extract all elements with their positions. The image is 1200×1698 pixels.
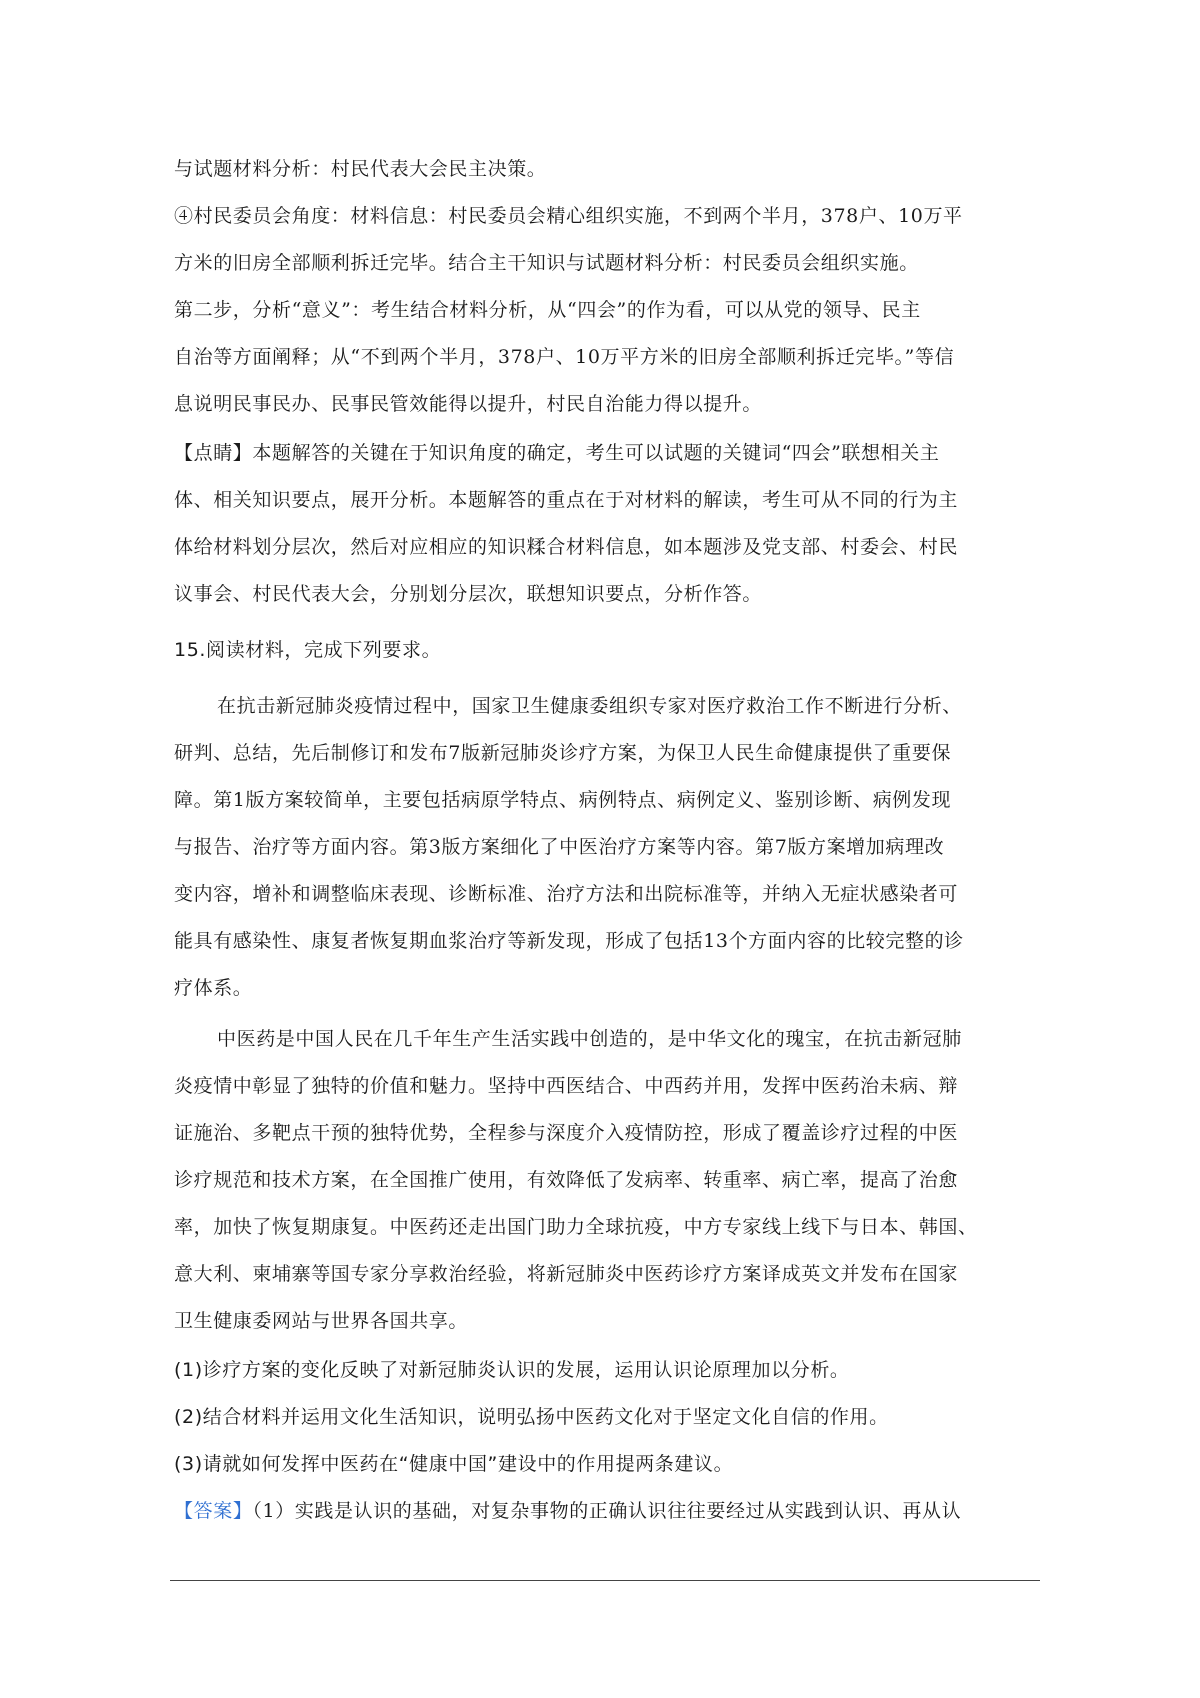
material-line: 能具有感染性、康复者恢复期血浆治疗等新发现，形成了包括13个方面内容的比较完整的诊	[174, 930, 964, 952]
material-line: 变内容，增补和调整临床表现、诊断标准、治疗方法和出院标准等，并纳入无症状感染者可	[174, 883, 959, 905]
material-line: 障。第1版方案较简单，主要包括病原学特点、病例特点、病例定义、鉴别诊断、病例发现	[174, 789, 952, 811]
answer-open-bracket: 【	[174, 1500, 194, 1522]
dianjing-section	[174, 430, 1038, 618]
material-line: 疗体系。	[174, 977, 253, 999]
dianjing-line: 体、相关知识要点，展开分析。本题解答的重点在于对材料的解读，考生可从不同的行为主	[174, 489, 959, 511]
sub-question: (1)诊疗方案的变化反映了对新冠肺炎认识的发展，运用认识论原理加以分析。	[174, 1359, 850, 1381]
dianjing-line: 体给材料划分层次，然后对应相应的知识糅合材料信息，如本题涉及党支部、村委会、村民	[174, 536, 959, 558]
answer-tag: 答案	[193, 1500, 233, 1522]
question-15	[174, 627, 1038, 674]
material-line: 证施治、多靶点干预的独特优势，全程参与深度介入疫情防控，形成了覆盖诊疗过程的中医	[174, 1122, 959, 1144]
material-paragraph-1	[174, 683, 1038, 1012]
sub-question: (2)结合材料并运用文化生活知识，说明弘扬中医药文化对于坚定文化自信的作用。	[174, 1406, 889, 1428]
answer-line	[174, 1488, 1038, 1535]
analysis-line: 与试题材料分析：村民代表大会民主决策。	[174, 158, 547, 180]
analysis-line: 自治等方面阐释；从“不到两个半月，378户、10万平方米的旧房全部顺利拆迁完毕。”等信	[174, 346, 955, 368]
material-line: 在抗击新冠肺炎疫情过程中，国家卫生健康委组织专家对医疗救治工作不断进行分析、	[217, 695, 962, 717]
question-title: 15.阅读材料，完成下列要求。	[174, 639, 442, 661]
material-paragraph-2	[174, 1016, 1038, 1345]
sub-question: (3)请就如何发挥中医药在“健康中国”建设中的作用提两条建议。	[174, 1453, 734, 1475]
answer-section	[174, 1488, 1038, 1535]
footer-divider	[170, 1580, 1040, 1581]
dianjing-tag: 【点睛】	[174, 442, 253, 464]
material-line: 中医药是中国人民在几千年生产生活实践中创造的，是中华文化的瑰宝，在抗击新冠肺	[217, 1028, 962, 1050]
material-line: 诊疗规范和技术方案，在全国推广使用，有效降低了发病率、转重率、病亡率，提高了治愈	[174, 1169, 959, 1191]
material-line: 炎疫情中彰显了独特的价值和魅力。坚持中西医结合、中西药并用，发挥中医药治未病、辩	[174, 1075, 959, 1097]
material-line: 率，加快了恢复期康复。中医药还走出国门助力全球抗疫，中方专家线上线下与日本、韩国、	[174, 1216, 978, 1238]
dianjing-line: 【点睛】本题解答的关键在于知识角度的确定，考生可以试题的关键词“四会”联想相关主	[174, 442, 940, 464]
material-line: 意大利、柬埔寨等国专家分享救治经验，将新冠肺炎中医药诊疗方案译成英文并发布在国家	[174, 1263, 959, 1285]
answer-close-bracket: 】	[232, 1500, 253, 1522]
analysis-line: 息说明民事民办、民事民管效能得以提升，村民自治能力得以提升。	[174, 393, 763, 415]
material-line: 卫生健康委网站与世界各国共享。	[174, 1310, 469, 1332]
analysis-line: 第二步，分析“意义”：考生结合材料分析，从“四会”的作为看，可以从党的领导、民主	[174, 299, 921, 321]
analysis-line: 方米的旧房全部顺利拆迁完毕。结合主干知识与试题材料分析：村民委员会组织实施。	[174, 252, 919, 274]
analysis-line: ④村民委员会角度：材料信息：村民委员会精心组织实施，不到两个半月，378户、10万平	[174, 205, 963, 227]
answer-text: （1）实践是认识的基础，对复杂事物的正确认识往往要经过从实践到认识、再从认	[252, 1500, 962, 1522]
material-line: 研判、总结，先后制修订和发布7版新冠肺炎诊疗方案，为保卫人民生命健康提供了重要保	[174, 742, 952, 764]
sub-questions	[174, 1347, 1038, 1488]
analysis-section	[174, 146, 1038, 428]
dianjing-line: 议事会、村民代表大会，分别划分层次，联想知识要点，分析作答。	[174, 583, 763, 605]
material-line: 与报告、治疗等方面内容。第3版方案细化了中医治疗方案等内容。第7版方案增加病理改	[174, 836, 945, 858]
